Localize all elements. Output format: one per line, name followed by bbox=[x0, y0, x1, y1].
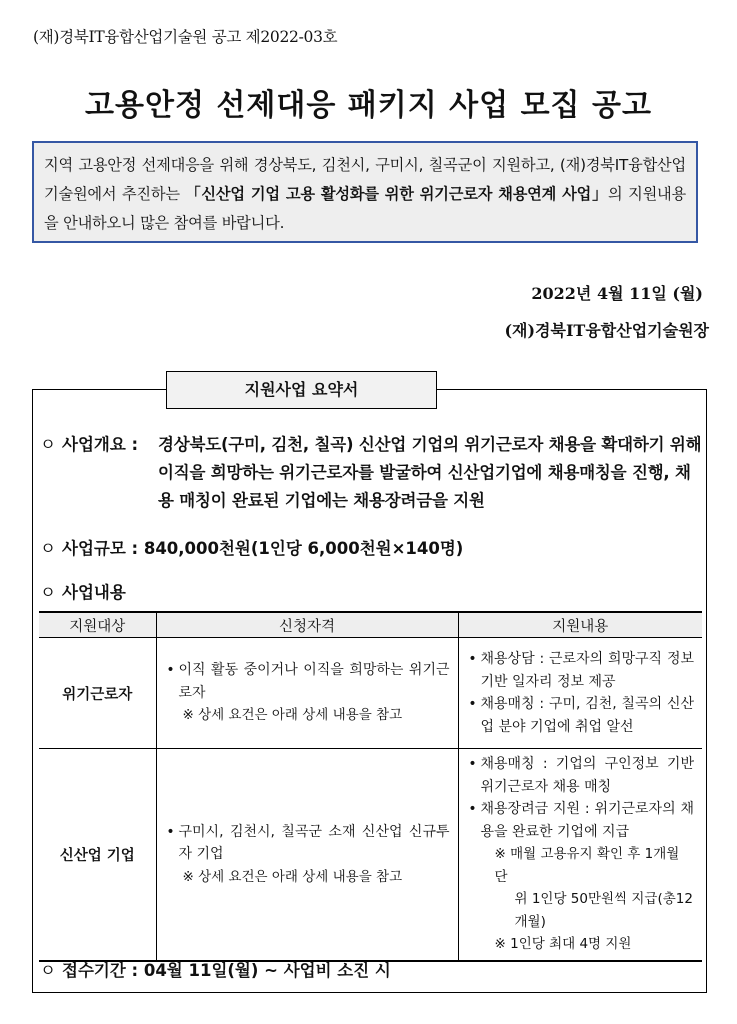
intro-box bbox=[32, 141, 698, 243]
support-item: 채용장려금 지원 : 위기근로자의 채용을 완료한 기업에 지급 bbox=[480, 801, 694, 840]
row-target: 위기근로자 bbox=[39, 638, 156, 749]
bullet-dot-icon: • bbox=[468, 756, 477, 772]
bullet-dot-icon: • bbox=[468, 651, 477, 667]
support-item: 채용상담 : 근로자의 희망구직 정보 기반 일자리 정보 제공 bbox=[480, 651, 694, 690]
content-label-row bbox=[40, 579, 126, 603]
period-row bbox=[40, 957, 391, 981]
qualification-note: ※ 상세 요건은 아래 상세 내용을 참고 bbox=[182, 707, 403, 724]
overview-label-row bbox=[40, 431, 138, 455]
intro-text-end: 의 지원내용을 안내하오니 많은 참여를 바랍니다. bbox=[44, 185, 686, 232]
scale-row bbox=[40, 535, 463, 559]
header-support: 지원내용 bbox=[458, 612, 702, 638]
qualification-note: ※ 상세 요건은 아래 상세 내용을 참고 bbox=[182, 868, 403, 885]
circle-bullet-icon: ㅇ bbox=[40, 583, 56, 602]
circle-bullet-icon: ㅇ bbox=[40, 961, 56, 980]
overview-text: 경상북도(구미, 김천, 칠곡) 신산업 기업의 위기근로자 채용을 확대하기 위해 이직을 희망하는 위기근로자를 발굴하여 신산업기업에 채용매칭을 진행, 채용 매칭이 완료된 기업에는 채용장려금을 지원 bbox=[158, 435, 702, 510]
row-qualification bbox=[156, 638, 458, 749]
scale-text: 사업규모 : 840,000천원(1인당 6,000천원×140명) bbox=[62, 539, 464, 558]
table-header-row bbox=[39, 612, 702, 638]
bullet-dot-icon: • bbox=[166, 662, 175, 679]
circle-bullet-icon: ㅇ bbox=[40, 435, 56, 454]
page-title: 고용안정 선제대응 패키지 사업 모집 공고 bbox=[85, 88, 652, 123]
support-table bbox=[39, 611, 702, 962]
row-support bbox=[458, 749, 702, 961]
row-qualification bbox=[156, 749, 458, 961]
table-row bbox=[39, 638, 702, 749]
document-number: (재)경북IT융합산업기술원 공고 제2022-03호 bbox=[33, 28, 338, 46]
support-item: 채용매칭 : 구미, 김천, 칠곡의 신산업 분야 기업에 취업 알선 bbox=[480, 696, 694, 735]
bullet-dot-icon: • bbox=[166, 823, 175, 840]
bullet-dot-icon: • bbox=[468, 696, 477, 712]
circle-bullet-icon: ㅇ bbox=[40, 539, 56, 558]
support-note: ※ 매월 고용유지 확인 후 1개월 단 bbox=[494, 846, 680, 885]
period-text: 접수기간 : 04월 11일(월) ~ 사업비 소진 시 bbox=[62, 961, 391, 980]
issuer-name: (재)경북IT융합산업기술원장 bbox=[504, 321, 709, 340]
support-item: 채용매칭 : 기업의 구인정보 기반 위기근로자 채용 매칭 bbox=[480, 756, 694, 795]
overview-label: 사업개요 : bbox=[62, 435, 139, 454]
support-note-continued: 위 1인당 50만원씩 지급(총12개월) bbox=[514, 891, 693, 930]
row-target: 신산업 기업 bbox=[39, 749, 156, 961]
intro-text: 지역 고용안정 선제대응을 위해 경상북도, 김천시, 구미시, 칠곡군이 지원하고, (재)경북IT융합산업기술원에서 추진하는 bbox=[44, 156, 686, 203]
table-row bbox=[39, 749, 702, 961]
qualification-text: 구미시, 김천시, 칠곡군 소재 신산업 신규투자 기업 bbox=[178, 823, 450, 862]
header-target: 지원대상 bbox=[39, 612, 156, 638]
support-note: ※ 1인당 최대 4명 지원 bbox=[494, 936, 632, 952]
qualification-text: 이직 활동 중이거나 이직을 희망하는 위기근로자 bbox=[178, 662, 450, 701]
row-support bbox=[458, 638, 702, 749]
content-label: 사업내용 bbox=[62, 583, 126, 602]
bullet-dot-icon: • bbox=[468, 801, 477, 817]
intro-program-name: 「신산업 기업 고용 활성화를 위한 위기근로자 채용연계 사업」 bbox=[185, 185, 609, 203]
summary-tab-title: 지원사업 요약서 bbox=[166, 371, 437, 409]
header-qualification: 신청자격 bbox=[156, 612, 458, 638]
announcement-date: 2022년 4월 11일 (월) bbox=[531, 284, 703, 303]
